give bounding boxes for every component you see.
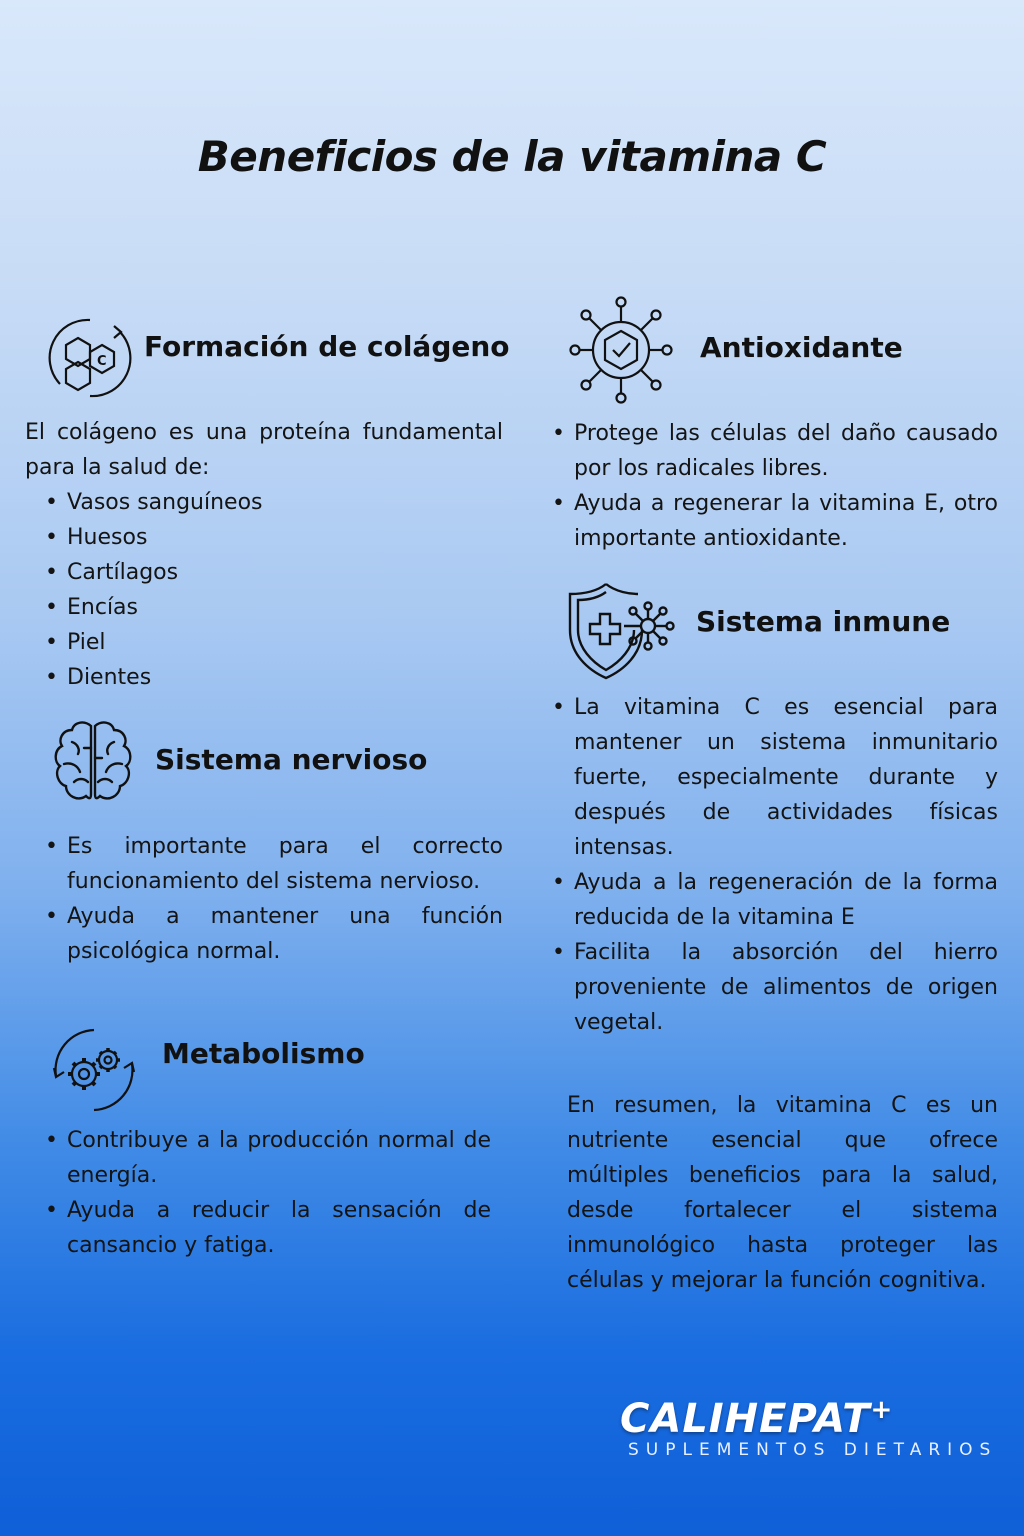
list-item: • Encías [25,590,503,625]
list-item: • Ayuda a la regeneración de la forma reducida de la vitamina E [532,865,998,935]
metabolism-gears-icon [48,1024,140,1116]
list-item: • Ayuda a regenerar la vitamina E, otro importante antioxidante. [532,486,998,556]
inmune-list [532,690,998,1040]
immune-shield-icon [566,580,678,682]
list-item: • Huesos [25,520,503,555]
list-item: • Ayuda a reducir la sensación de cansancio y fatiga. [25,1193,491,1263]
colageno-intro: El colágeno es una proteína fundamental para la salud de: [25,420,503,480]
list-item: • Es importante para el correcto funcionamiento del sistema nervioso. [25,829,503,899]
colageno-list [25,485,503,695]
list-item: • Dientes [25,660,503,695]
collagen-molecule-icon [48,316,132,400]
antioxidant-shield-icon [566,295,676,405]
svg-text:C: C [97,354,107,369]
antioxidante-list [532,416,998,556]
list-item: • Facilita la absorción del hierro proveniente de alimentos de origen vegetal. [532,935,998,1040]
section-heading-metabolismo: Metabolismo [162,1037,365,1070]
brand-tagline: SUPLEMENTOS DIETARIOS [628,1440,998,1460]
page-title: Beneficios de la vitamina C [197,132,827,181]
list-item: • Vasos sanguíneos [25,485,503,520]
section-heading-colageno: Formación de colágeno [144,330,510,363]
list-item: • Protege las células del daño causado por los radicales libres. [532,416,998,486]
metabolismo-list [25,1123,491,1263]
brand-logo [620,1395,998,1460]
list-item: • Contribuye a la producción normal de energía. [25,1123,491,1193]
list-item: • La vitamina C es esencial para mantener un sistema inmunitario fuerte, especialmente durante y después de actividades físicas intensas. [532,690,998,865]
list-item: • Piel [25,625,503,660]
list-item: • Cartílagos [25,555,503,590]
brain-icon [50,718,136,806]
section-heading-nervioso: Sistema nervioso [155,743,428,776]
section-heading-inmune: Sistema inmune [696,605,951,638]
summary-paragraph: En resumen, la vitamina C es un nutriente esencial que ofrece múltiples beneficios para la salud, desde fortalecer el sistema inmunológico hasta proteger las células y mejorar la función cognitiva. [567,1093,998,1293]
nervioso-list [25,829,503,969]
list-item: • Ayuda a mantener una función psicológica normal. [25,899,503,969]
section-heading-antioxidante: Antioxidante [700,331,903,364]
brand-name: CALIHEPAT+ [620,1395,894,1442]
